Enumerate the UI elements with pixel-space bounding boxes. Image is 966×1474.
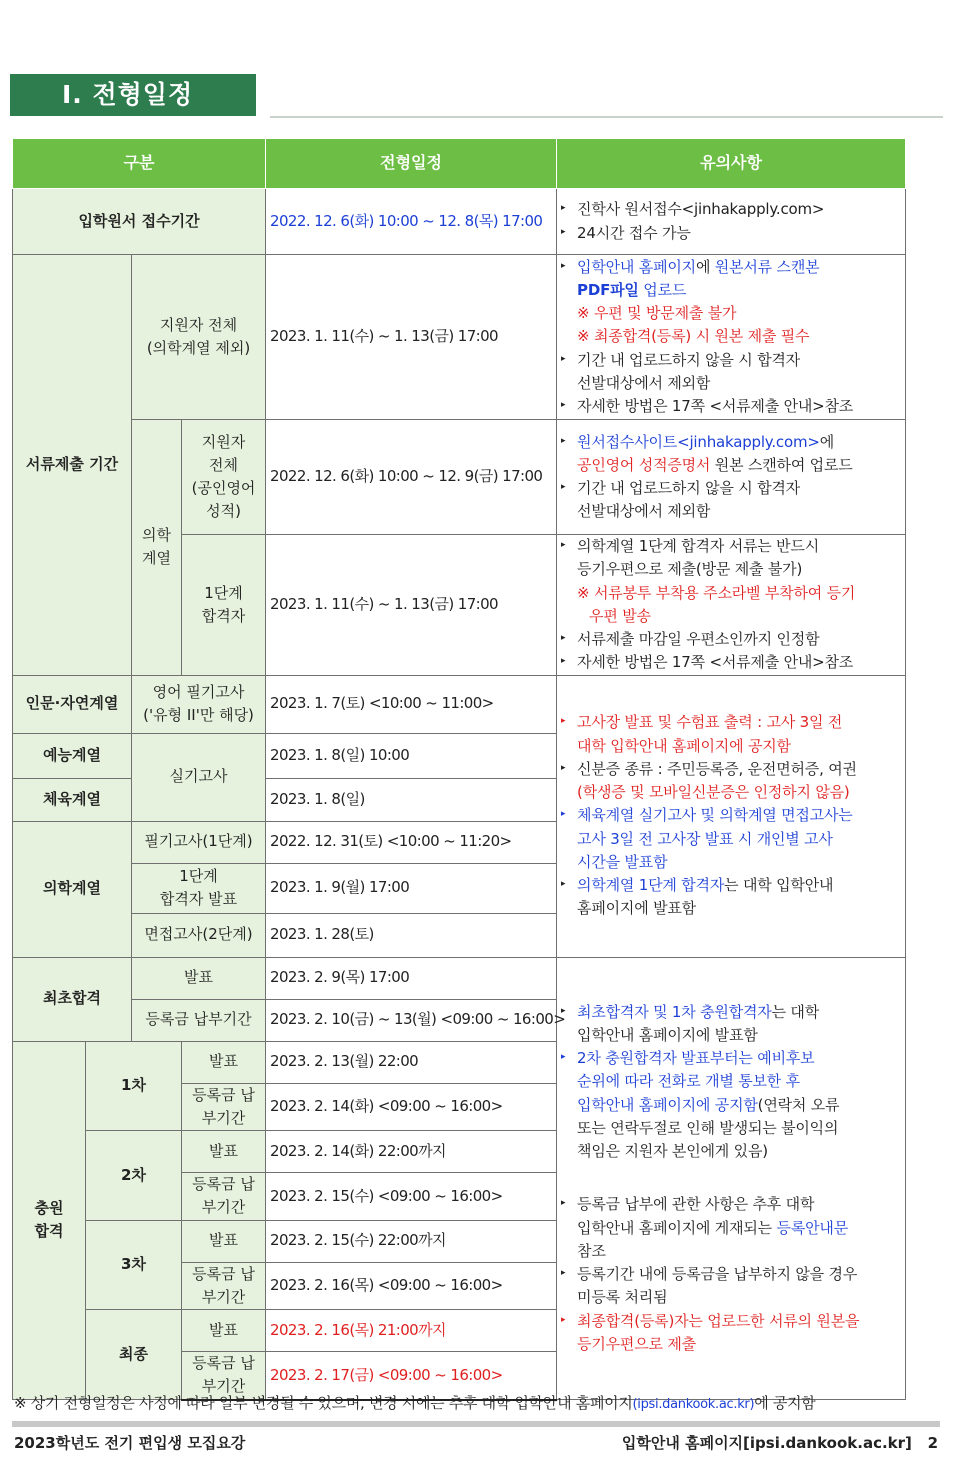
extra-1-pay-date: 2023. 2. 14(화) <09:00 ~ 16:00> [266,1083,557,1131]
final-announce-sub: 발표 [132,957,266,999]
exam-hs-date: 2023. 1. 7(토) <10:00 ~ 11:00> [266,675,557,733]
extra-3-announce-sub: 발표 [182,1220,266,1262]
extra-round-final: 최종 [86,1310,182,1400]
bullet-icon [561,651,577,674]
bullet-icon [561,395,577,418]
exam-med-label: 의학계열 [13,821,132,957]
footer-title: 2023학년도 전기 편입생 모집요강 [14,1434,246,1452]
docs-all-notes: ▸ 입학안내 홈페이지에 원본서류 스캔본 PDF파일 업로드 ※ 우편 및 방문제출 불가 ※ 최종합격(등록) 시 원본 제출 필수 ▸ 기간 내 업로드하지 않을 시 합격자 선발대상에서 제외함 ▸ 자세한 방법은 17쪽 <서류제출 안내>참조 [557,255,906,420]
apply-notes: ▸ 진학사 원서접수<jinhakapply.com> ▸ 24시간 접수 가능 [557,189,906,255]
exam-med-r1-date: 2022. 12. 31(토) <10:00 ~ 11:20> [266,821,557,863]
exam-pe-date: 2023. 1. 8(일) [266,778,557,821]
header-schedule: 전형일정 [266,139,557,189]
extra-3-pay-date: 2023. 2. 16(목) <09:00 ~ 16:00> [266,1262,557,1310]
bullet-icon [561,535,577,558]
section-title: Ⅰ. 전형일정 [10,74,256,116]
docs-all-label: 지원자 전체 (의학계열 제외) [132,255,266,420]
bullet-icon [561,1193,577,1216]
exam-hs-label: 인문·자연계열 [13,675,132,733]
bullet-icon [561,804,577,827]
extra-2-pay-sub: 등록금 납부기간 [182,1173,266,1221]
bullet-icon [561,1263,577,1286]
extra-notes: ▸ 최초합격자 및 1차 충원합격자는 대학 입학안내 홈페이지에 발표함 ▸ 2차 충원합격자 발표부터는 예비후보 순위에 따라 전화로 개별 통보한 후 입학안내 홈페이지에 공지함(연락처 오류 또는 연락두절로 인해 발생되는 불이익의 책임은 지원자 본인에게 있음) ▸ 등록금 납부에 관한 사항은 추후 대학 입학안내 홈페이지에 게재되는 등록안내문 참조 ▸ 등록기간 내에 등록금을 납부하지 않을 경우 미등록 처리됨 ▸ 최종합격(등록)자는 업로드한 서류의 원본을 등기우편으로 제출 [557,957,906,1400]
bullet-icon [561,256,577,279]
exam-notes: ▸ 고사장 발표 및 수험표 출력 : 고사 3일 전 대학 입학안내 홈페이지에 공지함 ▸ 신분증 종류 : 주민등록증, 운전면허증, 여권 (학생증 및 모바일신분증은 인정하지 않음) ▸ 체육계열 실기고사 및 의학계열 면접고사는 고사 3일 전 고사장 발표 시 개인별 고사 시간을 발표함 ▸ 의학계열 1단계 합격자는 대학 입학안내 홈페이지에 발표함 [557,675,906,957]
header-notes: 유의사항 [557,139,906,189]
bullet-icon [561,349,577,372]
page-number: 2 [927,1434,938,1452]
docs-med-all-date: 2022. 12. 6(화) 10:00 ~ 12. 9(금) 17:00 [266,420,557,535]
docs-med-all-label: 지원자 전체 (공인영어 성적) [182,420,266,535]
footer-website: 입학안내 홈페이지[ipsi.dankook.ac.kr] [621,1434,912,1452]
bullet-icon [561,1310,577,1333]
header-category: 구분 [13,139,266,189]
docs-med-stage1-notes: ▸ 의학계열 1단계 합격자 서류는 반드시 등기우편으로 제출(방문 제출 불가) ※ 서류봉투 부착용 주소라벨 부착하여 등기 우편 발송 ▸ 서류제출 마감일 우편소인까지 인정함 ▸ 자세한 방법은 17쪽 <서류제출 안내>참조 [557,535,906,676]
footnote-url: (ipsi.dankook.ac.kr) [632,1397,755,1412]
apply-label: 입학원서 접수기간 [13,189,266,255]
docs-med-stage1-label: 1단계 합격자 [182,535,266,676]
extra-final-pay-sub: 등록금 납부기간 [182,1352,266,1400]
exam-med-r2-sub: 1단계 합격자 발표 [132,863,266,913]
extra-3-pay-sub: 등록금 납부기간 [182,1262,266,1310]
extra-round-2: 2차 [86,1131,182,1221]
extra-round-1: 1차 [86,1041,182,1131]
table-row-docs-all [13,255,906,420]
table-row-docs-med-all [13,420,906,535]
table-header-row [13,139,906,189]
extra-final-announce-date: 2023. 2. 16(목) 21:00까지 [266,1310,557,1352]
table-row-final-announce [13,957,906,999]
exam-art-date: 2023. 1. 8(일) 10:00 [266,733,557,778]
bullet-icon [561,222,577,245]
bullet-icon [561,628,577,651]
table-row-apply [13,189,906,255]
apply-date: 2022. 12. 6(화) 10:00 ~ 12. 8(목) 17:00 [266,189,557,255]
docs-all-date: 2023. 1. 11(수) ~ 1. 13(금) 17:00 [266,255,557,420]
footer-right [622,1432,938,1453]
extra-final-announce-sub: 발표 [182,1310,266,1352]
bullet-icon [561,1047,577,1070]
final-pay-sub: 등록금 납부기간 [132,999,266,1041]
extra-1-pay-sub: 등록금 납부기간 [182,1083,266,1131]
bullet-icon [561,431,577,454]
final-announce-date: 2023. 2. 9(목) 17:00 [266,957,557,999]
table-row-exam-hs [13,675,906,733]
bullet-icon [561,758,577,781]
docs-med-label: 의학 계열 [132,420,182,676]
exam-pe-label: 체육계열 [13,778,132,821]
bullet-icon [561,711,577,734]
footer-divider [12,1421,940,1427]
extra-2-announce-sub: 발표 [182,1131,266,1173]
final-pay-date: 2023. 2. 10(금) ~ 13(월) <09:00 ~ 16:00> [266,999,557,1041]
extra-round-3: 3차 [86,1220,182,1310]
extra-label: 충원 합격 [13,1041,86,1400]
docs-med-all-notes: ▸ 원서접수사이트<jinhakapply.com>에 공인영어 성적증명서 원본 스캔하여 업로드 ▸ 기간 내 업로드하지 않을 시 합격자 선발대상에서 제외함 [557,420,906,535]
exam-practical-label: 실기고사 [132,733,266,821]
exam-med-r2-date: 2023. 1. 9(월) 17:00 [266,863,557,913]
extra-2-pay-date: 2023. 2. 15(수) <09:00 ~ 16:00> [266,1173,557,1221]
exam-med-r3-sub: 면접고사(2단계) [132,913,266,957]
schedule-footnote: ※ 상기 전형일정은 사정에 따라 일부 변경될 수 있으며, 변경 시에는 추후 대학 입학안내 홈페이지(ipsi.dankook.ac.kr)에 공지함 [14,1394,816,1412]
docs-label: 서류제출 기간 [13,255,132,676]
exam-med-r3-date: 2023. 1. 28(토) [266,913,557,957]
exam-art-label: 예능계열 [13,733,132,778]
extra-2-announce-date: 2023. 2. 14(화) 22:00까지 [266,1131,557,1173]
bullet-icon [561,198,577,221]
exam-med-r1-sub: 필기고사(1단계) [132,821,266,863]
extra-final-pay-date: 2023. 2. 17(금) <09:00 ~ 16:00> [266,1352,557,1400]
bullet-icon [561,477,577,500]
bullet-icon [561,874,577,897]
exam-hs-sub: 영어 필기고사 ('유형 II'만 해당) [132,675,266,733]
extra-1-announce-sub: 발표 [182,1041,266,1083]
docs-med-stage1-date: 2023. 1. 11(수) ~ 1. 13(금) 17:00 [266,535,557,676]
extra-3-announce-date: 2023. 2. 15(수) 22:00까지 [266,1220,557,1262]
final-label: 최초합격 [13,957,132,1041]
schedule-table [12,138,906,1401]
title-divider [270,116,943,118]
extra-1-announce-date: 2023. 2. 13(월) 22:00 [266,1041,557,1083]
